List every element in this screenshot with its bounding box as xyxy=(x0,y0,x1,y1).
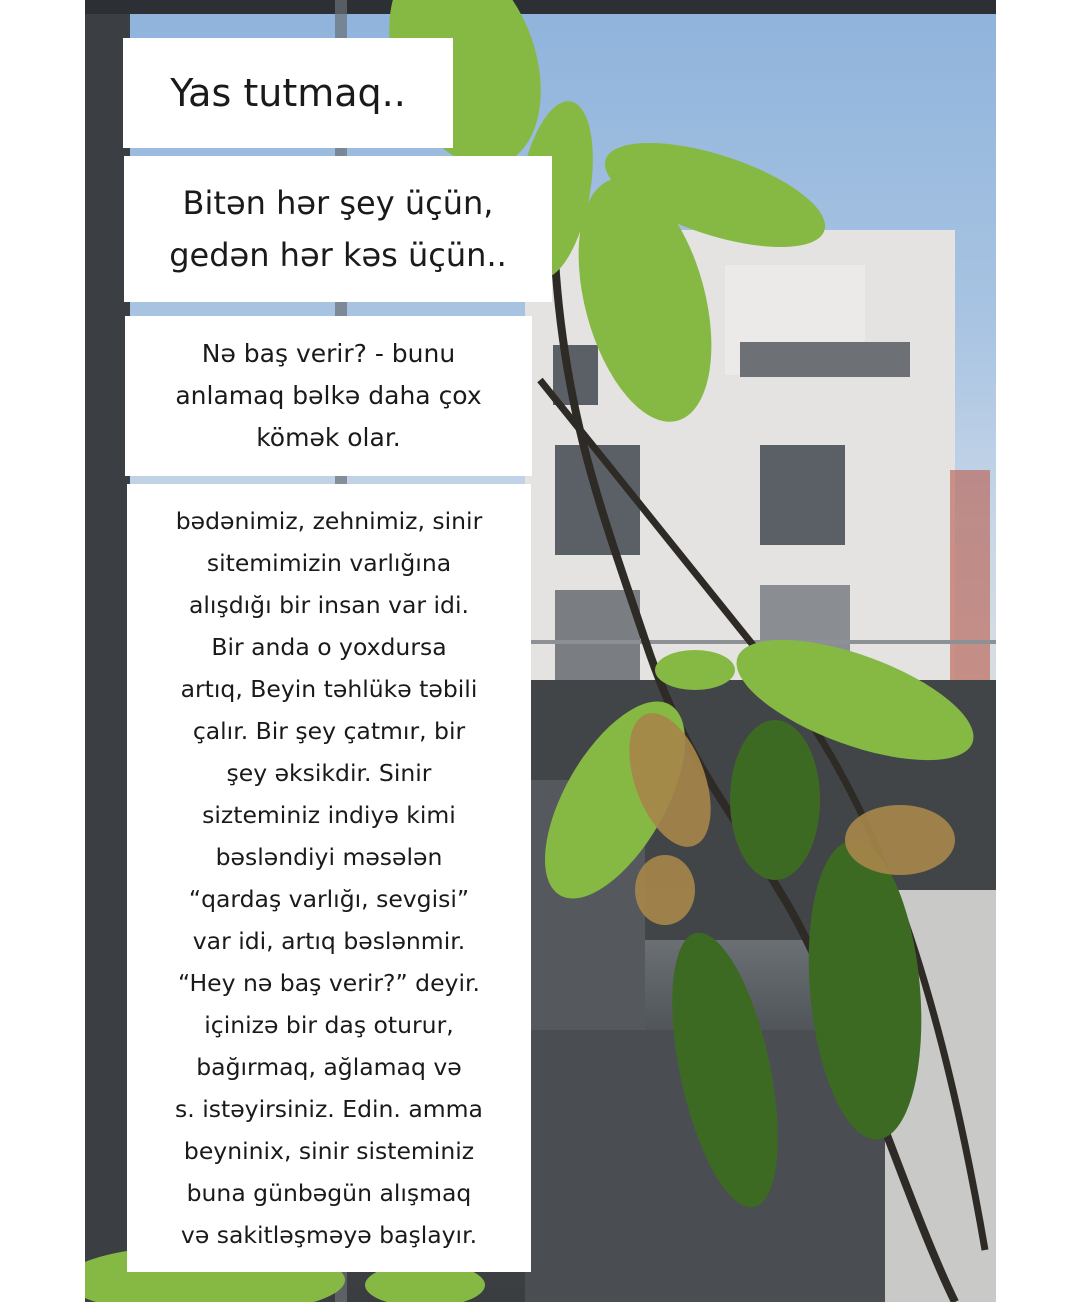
subtitle-text: Bitən hər şey üçün, gedən hər kəs üçün.. xyxy=(169,184,507,274)
title-card xyxy=(123,38,453,148)
title-text: Yas tutmaq.. xyxy=(170,71,406,115)
subtitle-card xyxy=(124,156,552,302)
question-text: Nə baş verir? - bunu anlamaq bəlkə daha çox kömək olar. xyxy=(175,339,482,452)
body-card xyxy=(127,484,531,1272)
body-text: bədənimiz, zehnimiz, sinir sitemimizin varlığına alışdığı bir insan var idi. Bir anda o yoxdursa artıq, Beyin təhlükə təbili çalır. Bir şey çatmır, bir şey əksikdir. Sinir sizteminiz indiyə kimi bəsləndiyi məsələn “qardaş varlığı, sevgisi” var idi, artıq bəslənmir. “Hey nə baş verir?” deyir. içinizə bir daş oturur, bağırmaq, ağlamaq və s. istəyirsiniz. Edin. amma beyninix, sinir sisteminiz buna günbəgün alışmaq və sakitləşməyə başlayır. xyxy=(175,507,483,1249)
question-card xyxy=(125,316,532,476)
